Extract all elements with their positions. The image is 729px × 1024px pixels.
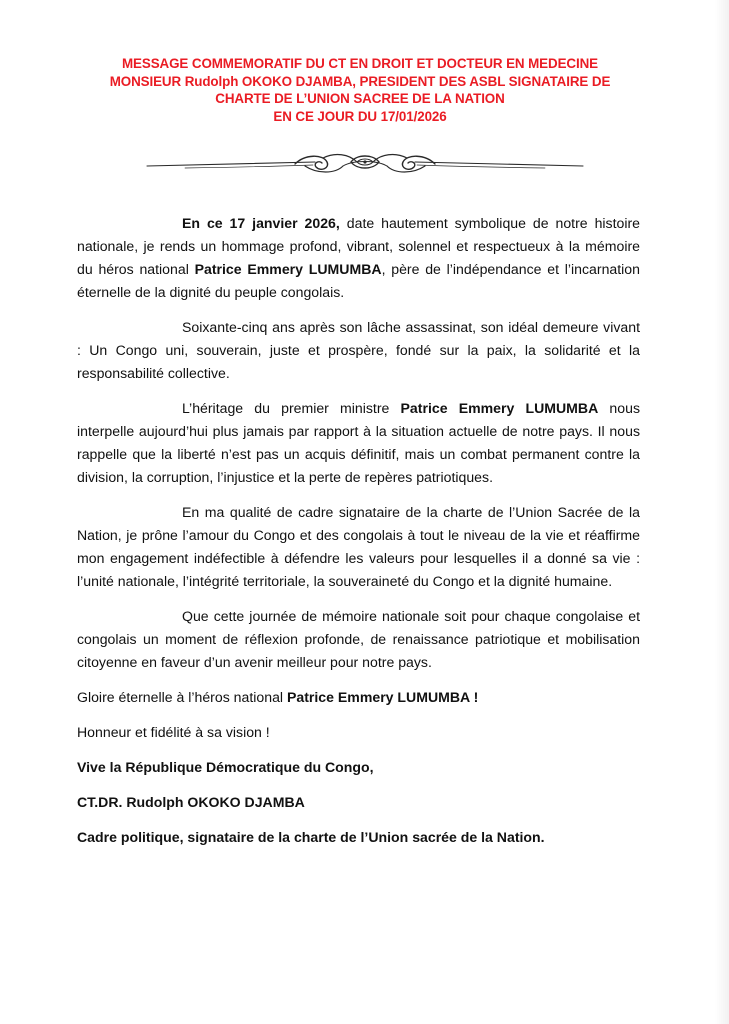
date-lead: En ce 17 janvier 2026, xyxy=(182,215,340,231)
paragraph-2: Soixante-cinq ans après son lâche assassinat, son idéal demeure vivant : Un Congo uni, souverain, juste et prospère, fondé sur la paix, la solidarité et la responsabilité collective. xyxy=(77,319,640,381)
paragraph-5: Que cette journée de mémoire nationale soit pour chaque congolaise et congolais un moment de réflexion profonde, de renaissance patriotique et mobilisation citoyenne en faveur d’un avenir meilleur pour notre pays. xyxy=(77,608,640,670)
paragraph-4: En ma qualité de cadre signataire de la charte de l’Union Sacrée de la Nation, je prône l’amour du Congo et des congolais à tout le niveau de la vie et réaffirme mon engagement indéfectible à défendre les valeurs pour lesquelles il a donné sa vie : l’unité nationale, l’intégrité territoriale, la souveraineté du Congo et la dignité humaine. xyxy=(77,504,640,589)
page-edge-shadow xyxy=(715,0,729,1024)
title-line-1: MESSAGE COMMEMORATIF DU CT EN DROIT ET DOCTEUR EN MEDECINE xyxy=(121,56,599,71)
paragraph-1: En ce 17 janvier 2026, date hautement symbolique de notre histoire nationale, je rends un hommage profond, vibrant, solennel et respectueux à la mémoire du héros national Patrice Emmery LUMUMBA, père de l’indépendance et l’incarnation éternelle de la dignité du peuple congolais. xyxy=(77,215,640,300)
paragraph-6: Gloire éternelle à l’héros national Patrice Emmery LUMUMBA ! xyxy=(77,689,479,705)
hero-name: Patrice Emmery LUMUMBA xyxy=(400,400,599,416)
hero-name: Patrice Emmery LUMUMBA xyxy=(194,261,382,277)
title-line-4: EN CE JOUR DU 17/01/2026 xyxy=(273,108,447,124)
message-body xyxy=(77,212,640,861)
paragraph-3: L’héritage du premier ministre Patrice Emmery LUMUMBA nous interpelle aujourd’hui plus jamais par rapport à la situation actuelle de notre pays. Il nous rappelle que la liberté n’est pas un acquis définitif, mais un combat permanent contre la division, la corruption, l’injustice et la perte de repères patriotiques. xyxy=(77,400,640,485)
title-line-2: MONSIEUR Rudolph OKOKO DJAMBA, PRESIDENT DES ASBL SIGNATAIRE DE xyxy=(109,73,611,89)
signature-title: Cadre politique, signataire de la charte de l’Union sacrée de la Nation. xyxy=(77,829,545,845)
document-title xyxy=(40,55,680,125)
closing-line: Vive la République Démocratique du Congo, xyxy=(77,759,374,775)
hero-name: Patrice Emmery LUMUMBA ! xyxy=(286,689,479,705)
decorative-divider-icon xyxy=(145,148,585,182)
paragraph-7: Honneur et fidélité à sa vision ! xyxy=(77,724,270,740)
signature-name: CT.DR. Rudolph OKOKO DJAMBA xyxy=(77,794,305,810)
title-line-3: CHARTE DE L’UNION SACREE DE LA NATION xyxy=(215,91,505,106)
